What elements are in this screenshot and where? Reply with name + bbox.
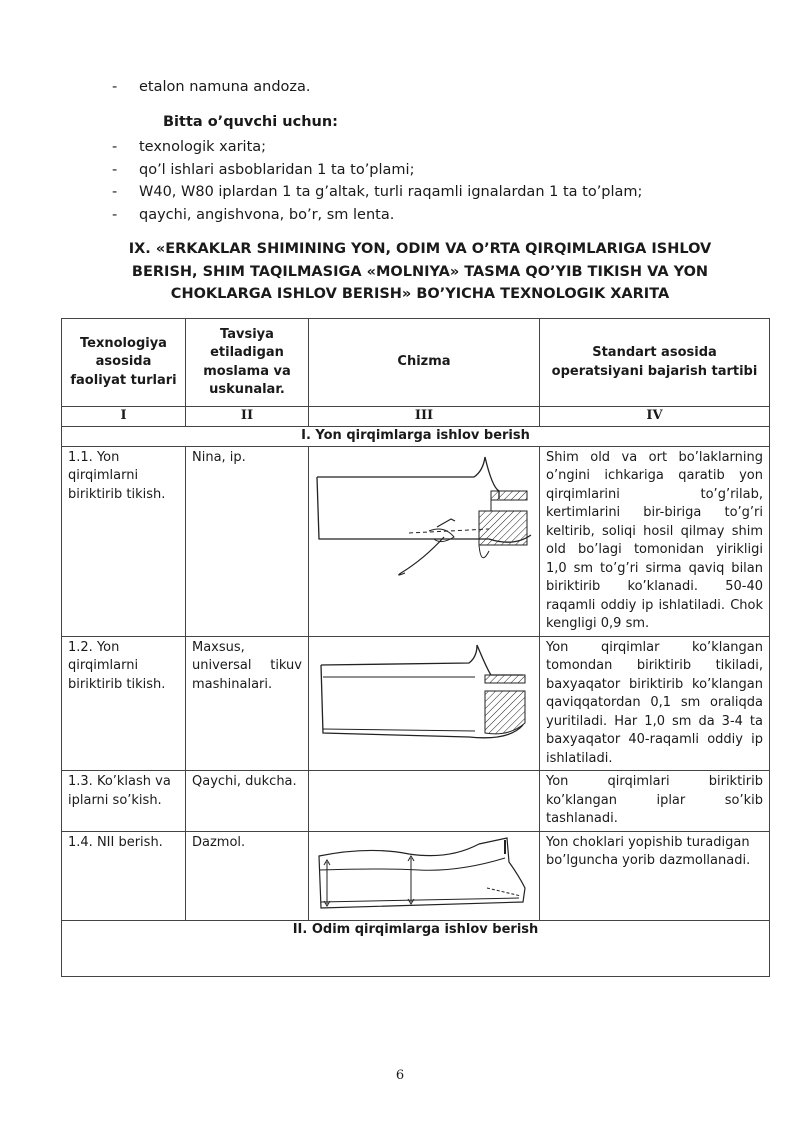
section-heading: II. Odim qirqimlarga ishlov berish	[62, 920, 770, 976]
side-seam-stitching-drawing	[309, 637, 538, 767]
roman-numeral: IV	[540, 407, 770, 427]
list-item-text: texnologik xarita;	[139, 139, 267, 155]
list-dash: -	[112, 161, 118, 178]
side-seam-basting-drawing	[309, 447, 538, 611]
tools-cell: Qaychi, dukcha.	[186, 771, 309, 832]
table-row	[62, 771, 770, 832]
side-seam-pressing-drawing	[309, 832, 538, 920]
list-dash: -	[112, 206, 118, 223]
activity-cell: 1.4. NII berish.	[62, 831, 186, 920]
table-row	[62, 831, 770, 920]
tools-cell: Dazmol.	[186, 831, 309, 920]
tools-cell: Maxsus, universal tikuv mashinalari.	[186, 636, 309, 771]
drawing-cell	[309, 636, 540, 771]
list-item	[112, 136, 642, 159]
list-item-text: etalon namuna andoza.	[139, 79, 311, 95]
student-materials-list	[112, 136, 642, 226]
list-item	[112, 204, 642, 227]
procedure-cell: Yon qirqimlari biriktirib ko’klangan iplar so’kib tashlanadi.	[540, 771, 770, 832]
list-item	[112, 181, 642, 204]
page-number: 6	[395, 1068, 405, 1083]
drawing-cell	[309, 446, 540, 636]
table-section-row	[62, 426, 770, 446]
roman-numeral: I	[62, 407, 186, 427]
section-heading: I. Yon qirqimlarga ishlov berish	[62, 426, 770, 446]
table-row	[62, 636, 770, 771]
table-row	[62, 446, 770, 636]
drawing-cell	[309, 831, 540, 920]
materials-list	[112, 76, 311, 99]
column-header-procedure: Standart asosida operatsiyani bajarish tartibi	[540, 319, 770, 407]
activity-cell: 1.2. Yon qirqimlarni biriktirib tikish.	[62, 636, 186, 771]
list-dash: -	[112, 184, 118, 200]
table-section-row	[62, 920, 770, 976]
procedure-cell: Shim old va ort bo’laklarning o’ngini ichkariga qaratib yon qirqimlarini to’g’rilab, kertimlarini bir-biriga to’g’ri keltirib, soliqi hosil qilmay shim old bo’lagi tomonidan yirikligi 1,0 sm to’g’ri sirma qaviq bilan biriktirib ko’klanadi. 50-40 raqamli oddiy ip ishlatiladi. Chok kengligi 0,9 sm.	[540, 446, 770, 636]
list-dash: -	[112, 79, 118, 95]
activity-cell: 1.1. Yon qirqimlarni biriktirib tikish.	[62, 446, 186, 636]
list-dash: -	[112, 139, 118, 155]
list-item	[112, 159, 642, 182]
section-title: IX. «ERKAKLAR SHIMINING YON, ODIM VA O’RTA QIRQIMLARIGA ISHLOV BERISH, SHIM TAQILMASIGA «MOLNIYA» TASMA QO’YIB TIKISH VA YON CHOKLARGA ISHLOV BERISH» BO’YICHA TEXNOLOGIK XARITA	[128, 241, 712, 302]
student-subheading: Bitta o’quvchi uchun:	[163, 114, 338, 130]
column-header-activity: Texnologiya asosida faoliyat turlari	[62, 319, 186, 407]
procedure-cell: Yon qirqimlar ko’klangan tomondan biriktirib tikiladi, baxyaqator biriktirib ko’klangan qaviqqatordan 0,1 sm oraliqda yuritiladi. Har 1,0 sm da 3-4 ta baxyaqator 40-raqamli oddiy ip ishlatiladi.	[540, 636, 770, 771]
column-header-drawing: Chizma	[309, 319, 540, 407]
roman-numeral: II	[186, 407, 309, 427]
table-roman-row	[62, 407, 770, 427]
activity-cell: 1.3. Ko’klash va iplarni so’kish.	[62, 771, 186, 832]
column-header-tools: Tavsiya etiladigan moslama va uskunalar.	[186, 319, 309, 407]
procedure-cell: Yon choklari yopishib turadigan bo’lguncha yorib dazmollanadi.	[540, 831, 770, 920]
list-item-text: qo’l ishlari asboblaridan 1 ta to’plami;	[139, 161, 415, 178]
table-header-row	[62, 319, 770, 407]
technology-map-table	[61, 318, 770, 977]
roman-numeral: III	[309, 407, 540, 427]
drawing-cell	[309, 771, 540, 832]
tools-cell: Nina, ip.	[186, 446, 309, 636]
list-item-text: qaychi, angishvona, bo’r, sm lenta.	[139, 206, 395, 223]
list-item	[112, 76, 311, 99]
list-item-text: W40, W80 iplardan 1 ta g’altak, turli raqamli ignalardan 1 ta to’plam;	[139, 184, 643, 200]
